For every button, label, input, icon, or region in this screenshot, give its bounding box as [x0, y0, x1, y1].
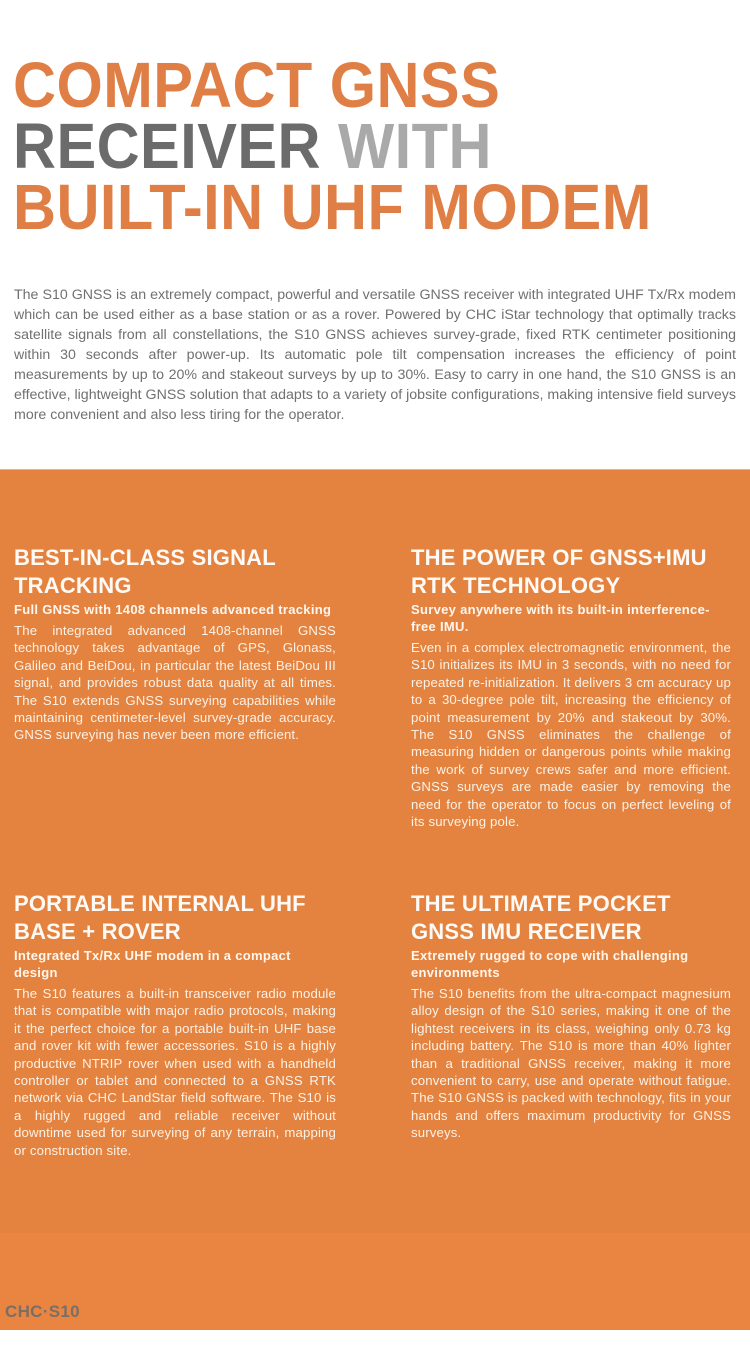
- feature-pocket-receiver: [411, 890, 731, 1142]
- feature-subtitle: Full GNSS with 1408 channels advanced tracking: [14, 602, 332, 617]
- feature-body: The S10 features a built-in transceiver radio module that is compatible with major radio protocols, making it the perfect choice for a portable built-in UHF base and rover kit with fewer accessories. S10 is a highly productive NTRIP rover when used with a handheld controller or tablet and connected to a GNSS RTK network via CHC LandStar field software. The S10 is a highly rugged and reliable receiver without downtime used for surveying of any terrain, mapping or construction site.: [14, 986, 336, 1158]
- feature-uhf-base-rover: [14, 890, 336, 1159]
- hero-title-receiver: RECEIVER: [13, 110, 322, 182]
- hero-title-line-2: [13, 110, 652, 182]
- feature-title: BEST-IN-CLASS SIGNAL TRACKING: [14, 545, 276, 598]
- hero-title-with: WITH: [338, 110, 492, 182]
- feature-body: The integrated advanced 1408-channel GNSS technology takes advantage of GPS, Glonass, Galileo and BeiDou, in particular the latest BeiDou III signal, and provides robust data quality at all times. The S10 extends GNSS surveying capabilities while maintaining centimeter-level survey-grade accuracy. GNSS surveying has never been more efficient.: [14, 623, 336, 743]
- hero-title: [13, 49, 652, 243]
- feature-gnss-imu: [411, 544, 731, 830]
- feature-subtitle: Integrated Tx/Rx UHF modem in a compact design: [14, 948, 291, 980]
- feature-title: THE ULTIMATE POCKET GNSS IMU RECEIVER: [411, 891, 671, 944]
- feature-title: THE POWER OF GNSS+IMU RTK TECHNOLOGY: [411, 545, 707, 598]
- feature-subtitle: Extremely rugged to cope with challenging environments: [411, 948, 689, 980]
- brand-logo: CHC·S10: [5, 1302, 80, 1321]
- feature-body: Even in a complex electromagnetic environment, the S10 initializes its IMU in 3 seconds, with no need for repeated re-initialization. It delivers 3 cm accuracy up to a 30-degree pole tilt, increasing the efficiency of point measurement by 20% and stakeout by 30%. The S10 GNSS eliminates the challenge of measuring hidden or dangerous points while making the work of survey crews safer and more efficient. GNSS surveys are made easier by removing the need for the operator to focus on perfect leveling of its surveying pole.: [411, 640, 731, 830]
- feature-title: PORTABLE INTERNAL UHF BASE + ROVER: [14, 891, 306, 944]
- feature-signal-tracking: [14, 544, 336, 744]
- footer-band: [0, 1233, 750, 1330]
- feature-subtitle: Survey anywhere with its built-in interference-free IMU.: [411, 602, 710, 634]
- hero-title-line-3: BUILT-IN UHF MODEM: [13, 171, 652, 243]
- intro-paragraph: The S10 GNSS is an extremely compact, powerful and versatile GNSS receiver with integrated UHF Tx/Rx modem which can be used either as a base station or as a rover. Powered by CHC iStar technology that optimally tracks satellite signals from all constellations, the S10 GNSS achieves survey-grade, fixed RTK centimeter positioning within 30 seconds after power-up. Its automatic pole tilt compensation increases the efficiency of point measurements by up to 20% and stakeout surveys by up to 30%. Easy to carry in one hand, the S10 GNSS is an effective, lightweight GNSS solution that adapts to a variety of jobsite configurations, making intensive field surveys more convenient and also less tiring for the operator.: [14, 287, 736, 423]
- feature-body: The S10 benefits from the ultra-compact magnesium alloy design of the S10 series, making it one of the lightest receivers in its class, weighing only 0.73 kg including battery. The S10 is more than 40% lighter than a traditional GNSS receiver, making it more convenient to carry, use and operate without fatigue. The S10 GNSS is packed with technology, fits in your hands and offers maximum productivity for GNSS surveys.: [411, 986, 731, 1141]
- hero-title-line-1: COMPACT GNSS: [13, 49, 501, 121]
